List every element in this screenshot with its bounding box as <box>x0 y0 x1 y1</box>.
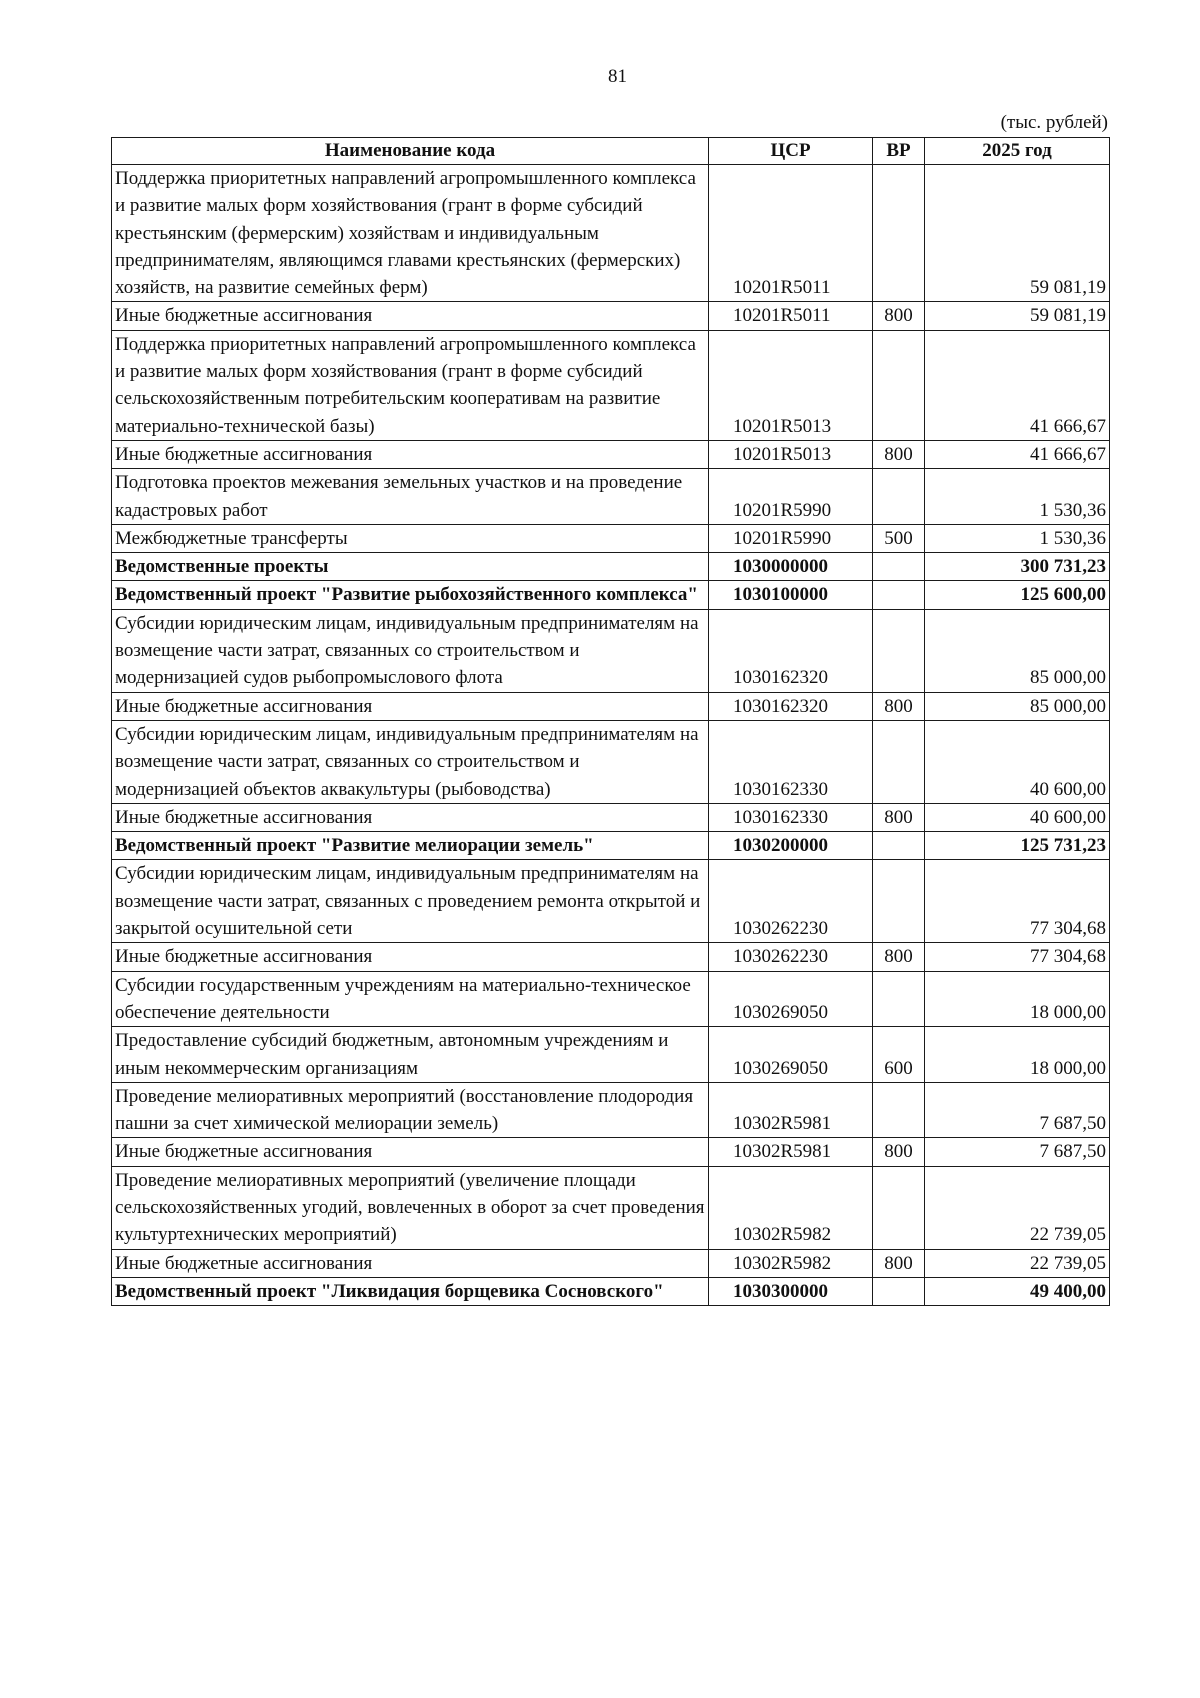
row-name-cell: Иные бюджетные ассигнования <box>112 302 709 330</box>
row-vr-cell <box>873 1277 925 1305</box>
row-csr-cell: 1030300000 <box>709 1277 873 1305</box>
budget-table <box>111 137 1110 1306</box>
row-amount-cell: 85 000,00 <box>925 609 1110 692</box>
row-name-cell: Поддержка приоритетных направлений агропромышленного комплекса и развитие малых форм хозяйствования (грант в форме субсидий крестьянским (фермерским) хозяйствам и индивидуальным предпринимателям, являющимся главами крестьянских (фермерских) хозяйств, на развитие семейных ферм) <box>112 165 709 302</box>
table-row <box>112 720 1110 803</box>
table-row <box>112 302 1110 330</box>
row-csr-cell: 1030162320 <box>709 692 873 720</box>
row-csr-cell: 10201R5013 <box>709 440 873 468</box>
row-name-cell: Иные бюджетные ассигнования <box>112 943 709 971</box>
row-amount-cell: 77 304,68 <box>925 943 1110 971</box>
row-name-cell: Ведомственный проект "Развитие рыбохозяйственного комплекса" <box>112 581 709 609</box>
table-row <box>112 581 1110 609</box>
row-amount-cell: 7 687,50 <box>925 1082 1110 1138</box>
row-amount-cell: 125 600,00 <box>925 581 1110 609</box>
row-vr-cell <box>873 330 925 440</box>
row-csr-cell: 1030162320 <box>709 609 873 692</box>
row-csr-cell: 1030100000 <box>709 581 873 609</box>
header-csr: ЦСР <box>709 138 873 165</box>
row-amount-cell: 41 666,67 <box>925 330 1110 440</box>
row-vr-cell: 800 <box>873 803 925 831</box>
table-row <box>112 943 1110 971</box>
row-name-cell: Ведомственные проекты <box>112 553 709 581</box>
row-csr-cell: 1030269050 <box>709 1027 873 1083</box>
row-csr-cell: 10201R5011 <box>709 302 873 330</box>
row-csr-cell: 1030162330 <box>709 803 873 831</box>
row-amount-cell: 40 600,00 <box>925 803 1110 831</box>
row-csr-cell: 10302R5981 <box>709 1138 873 1166</box>
table-row <box>112 609 1110 692</box>
table-header-row <box>112 138 1110 165</box>
row-name-cell: Проведение мелиоративных мероприятий (восстановление плодородия пашни за счет химической мелиорации земель) <box>112 1082 709 1138</box>
row-name-cell: Иные бюджетные ассигнования <box>112 692 709 720</box>
row-vr-cell <box>873 469 925 525</box>
row-amount-cell: 1 530,36 <box>925 469 1110 525</box>
row-vr-cell: 800 <box>873 943 925 971</box>
row-amount-cell: 59 081,19 <box>925 165 1110 302</box>
row-csr-cell: 1030000000 <box>709 553 873 581</box>
table-row <box>112 1249 1110 1277</box>
units-label: (тыс. рублей) <box>1000 112 1108 133</box>
table-row <box>112 692 1110 720</box>
row-csr-cell: 10302R5981 <box>709 1082 873 1138</box>
table-row <box>112 440 1110 468</box>
row-amount-cell: 77 304,68 <box>925 860 1110 943</box>
row-vr-cell <box>873 1082 925 1138</box>
table-row <box>112 330 1110 440</box>
row-csr-cell: 1030200000 <box>709 832 873 860</box>
table-body <box>112 165 1110 1306</box>
row-csr-cell: 1030262230 <box>709 860 873 943</box>
row-vr-cell <box>873 832 925 860</box>
row-vr-cell: 500 <box>873 524 925 552</box>
table-row <box>112 1166 1110 1249</box>
row-name-cell: Иные бюджетные ассигнования <box>112 1249 709 1277</box>
row-csr-cell: 10201R5990 <box>709 469 873 525</box>
table-row <box>112 1138 1110 1166</box>
row-vr-cell: 600 <box>873 1027 925 1083</box>
table-row <box>112 1082 1110 1138</box>
row-amount-cell: 59 081,19 <box>925 302 1110 330</box>
row-name-cell: Поддержка приоритетных направлений агропромышленного комплекса и развитие малых форм хозяйствования (грант в форме субсидий сельскохозяйственным потребительским кооперативам на развитие материально-технической базы) <box>112 330 709 440</box>
row-amount-cell: 18 000,00 <box>925 971 1110 1027</box>
row-amount-cell: 41 666,67 <box>925 440 1110 468</box>
row-vr-cell: 800 <box>873 1249 925 1277</box>
table-row <box>112 553 1110 581</box>
row-name-cell: Субсидии юридическим лицам, индивидуальным предпринимателям на возмещение части затрат, связанных с проведением ремонта открытой и закрытой осушительной сети <box>112 860 709 943</box>
row-amount-cell: 18 000,00 <box>925 1027 1110 1083</box>
page-number: 81 <box>608 66 627 87</box>
row-amount-cell: 40 600,00 <box>925 720 1110 803</box>
row-name-cell: Иные бюджетные ассигнования <box>112 440 709 468</box>
row-amount-cell: 85 000,00 <box>925 692 1110 720</box>
row-vr-cell <box>873 553 925 581</box>
row-vr-cell <box>873 1166 925 1249</box>
row-vr-cell <box>873 581 925 609</box>
row-vr-cell <box>873 860 925 943</box>
row-amount-cell: 300 731,23 <box>925 553 1110 581</box>
header-name: Наименование кода <box>112 138 709 165</box>
row-amount-cell: 22 739,05 <box>925 1249 1110 1277</box>
row-csr-cell: 10302R5982 <box>709 1166 873 1249</box>
row-amount-cell: 49 400,00 <box>925 1277 1110 1305</box>
row-vr-cell: 800 <box>873 692 925 720</box>
row-csr-cell: 1030162330 <box>709 720 873 803</box>
row-name-cell: Проведение мелиоративных мероприятий (увеличение площади сельскохозяйственных угодий, вовлеченных в оборот за счет проведения культуртехнических мероприятий) <box>112 1166 709 1249</box>
row-csr-cell: 10201R5013 <box>709 330 873 440</box>
row-name-cell: Иные бюджетные ассигнования <box>112 1138 709 1166</box>
row-name-cell: Иные бюджетные ассигнования <box>112 803 709 831</box>
row-amount-cell: 22 739,05 <box>925 1166 1110 1249</box>
table-row <box>112 1277 1110 1305</box>
row-name-cell: Межбюджетные трансферты <box>112 524 709 552</box>
row-name-cell: Субсидии юридическим лицам, индивидуальным предпринимателям на возмещение части затрат, связанных со строительством и модернизацией судов рыбопромыслового флота <box>112 609 709 692</box>
row-amount-cell: 7 687,50 <box>925 1138 1110 1166</box>
row-vr-cell <box>873 971 925 1027</box>
row-csr-cell: 1030269050 <box>709 971 873 1027</box>
header-vr: ВР <box>873 138 925 165</box>
row-amount-cell: 1 530,36 <box>925 524 1110 552</box>
table-row <box>112 469 1110 525</box>
table-row <box>112 165 1110 302</box>
row-name-cell: Подготовка проектов межевания земельных участков и на проведение кадастровых работ <box>112 469 709 525</box>
row-amount-cell: 125 731,23 <box>925 832 1110 860</box>
row-vr-cell: 800 <box>873 440 925 468</box>
table-row <box>112 1027 1110 1083</box>
table-row <box>112 524 1110 552</box>
table-row <box>112 971 1110 1027</box>
row-vr-cell <box>873 609 925 692</box>
row-name-cell: Предоставление субсидий бюджетным, автономным учреждениям и иным некоммерческим организациям <box>112 1027 709 1083</box>
row-name-cell: Ведомственный проект "Развитие мелиорации земель" <box>112 832 709 860</box>
row-name-cell: Субсидии государственным учреждениям на материально-техническое обеспечение деятельности <box>112 971 709 1027</box>
row-vr-cell <box>873 165 925 302</box>
row-vr-cell: 800 <box>873 302 925 330</box>
row-csr-cell: 10302R5982 <box>709 1249 873 1277</box>
table-row <box>112 860 1110 943</box>
row-name-cell: Субсидии юридическим лицам, индивидуальным предпринимателям на возмещение части затрат, связанных со строительством и модернизацией объектов аквакультуры (рыбоводства) <box>112 720 709 803</box>
header-year: 2025 год <box>925 138 1110 165</box>
row-csr-cell: 10201R5011 <box>709 165 873 302</box>
row-vr-cell <box>873 720 925 803</box>
row-vr-cell: 800 <box>873 1138 925 1166</box>
row-name-cell: Ведомственный проект "Ликвидация борщевика Сосновского" <box>112 1277 709 1305</box>
row-csr-cell: 10201R5990 <box>709 524 873 552</box>
table-row <box>112 803 1110 831</box>
row-csr-cell: 1030262230 <box>709 943 873 971</box>
table-row <box>112 832 1110 860</box>
